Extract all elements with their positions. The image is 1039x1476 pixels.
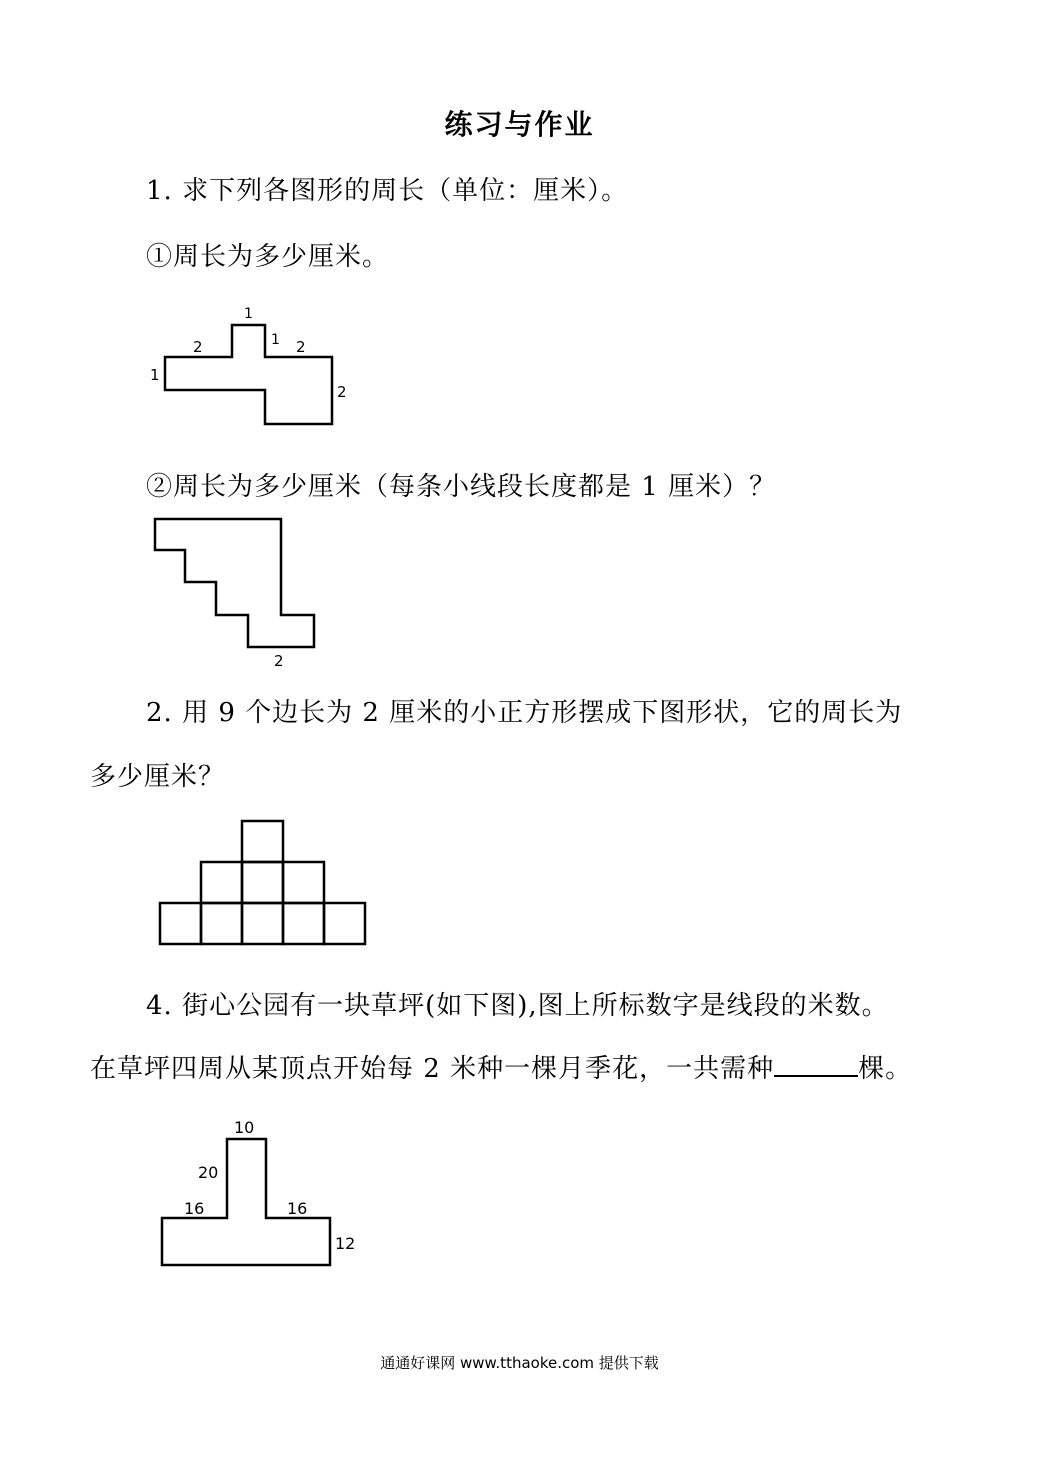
footer-source: 通通好课网 www.tthaoke.com 提供下载 xyxy=(380,1354,659,1372)
label-right-top: 2 xyxy=(296,338,306,356)
cross-shape-outline xyxy=(165,325,332,424)
q1-part2-text: ②周长为多少厘米（每条小线段长度都是 1 厘米）？ xyxy=(146,472,777,502)
square xyxy=(283,903,324,944)
q4-line2 xyxy=(90,1048,912,1085)
label-left-top: 2 xyxy=(193,338,203,356)
q2-line2: 多少厘米？ xyxy=(90,762,226,792)
q4-line2-end: 棵。 xyxy=(858,1054,913,1084)
q4-line1: 4. 街心公园有一块草坪(如下图),图上所标数字是线段的米数。 xyxy=(146,991,889,1021)
square xyxy=(324,903,365,944)
q4-line2-text: 在草坪四周从某顶点开始每 2 米种一棵月季花，一共需种 xyxy=(90,1054,775,1084)
q2-square-pyramid xyxy=(150,812,380,957)
square xyxy=(242,903,283,944)
square xyxy=(201,862,242,903)
q1-part1-text: ①周长为多少厘米。 xyxy=(146,242,390,272)
answer-blank xyxy=(774,1051,858,1077)
q1-stem: 1. 求下列各图形的周长（单位：厘米）。 xyxy=(146,176,629,206)
page-title: 练习与作业 xyxy=(444,108,595,141)
label-top: 1 xyxy=(244,306,253,322)
label-right-top: 16 xyxy=(287,1199,308,1218)
square xyxy=(242,821,283,862)
label-right-step: 1 xyxy=(271,332,280,348)
label-left-side: 1 xyxy=(150,366,160,384)
label-stem-left: 20 xyxy=(198,1163,219,1182)
square xyxy=(160,903,201,944)
square xyxy=(283,862,324,903)
label-right-side: 12 xyxy=(335,1234,356,1253)
q2-line1: 2. 用 9 个边长为 2 厘米的小正方形摆成下图形状，它的周长为 xyxy=(146,698,903,728)
square xyxy=(242,862,283,903)
label-right-side: 2 xyxy=(337,383,347,401)
square xyxy=(201,903,242,944)
q4-lawn-figure xyxy=(150,1108,380,1278)
q1-figure2 xyxy=(145,510,335,675)
q1-figure1 xyxy=(140,295,380,435)
label-left-top: 16 xyxy=(184,1199,205,1218)
staircase-shape-outline xyxy=(155,519,314,647)
label-bottom: 2 xyxy=(274,652,284,670)
label-top: 10 xyxy=(234,1118,255,1137)
